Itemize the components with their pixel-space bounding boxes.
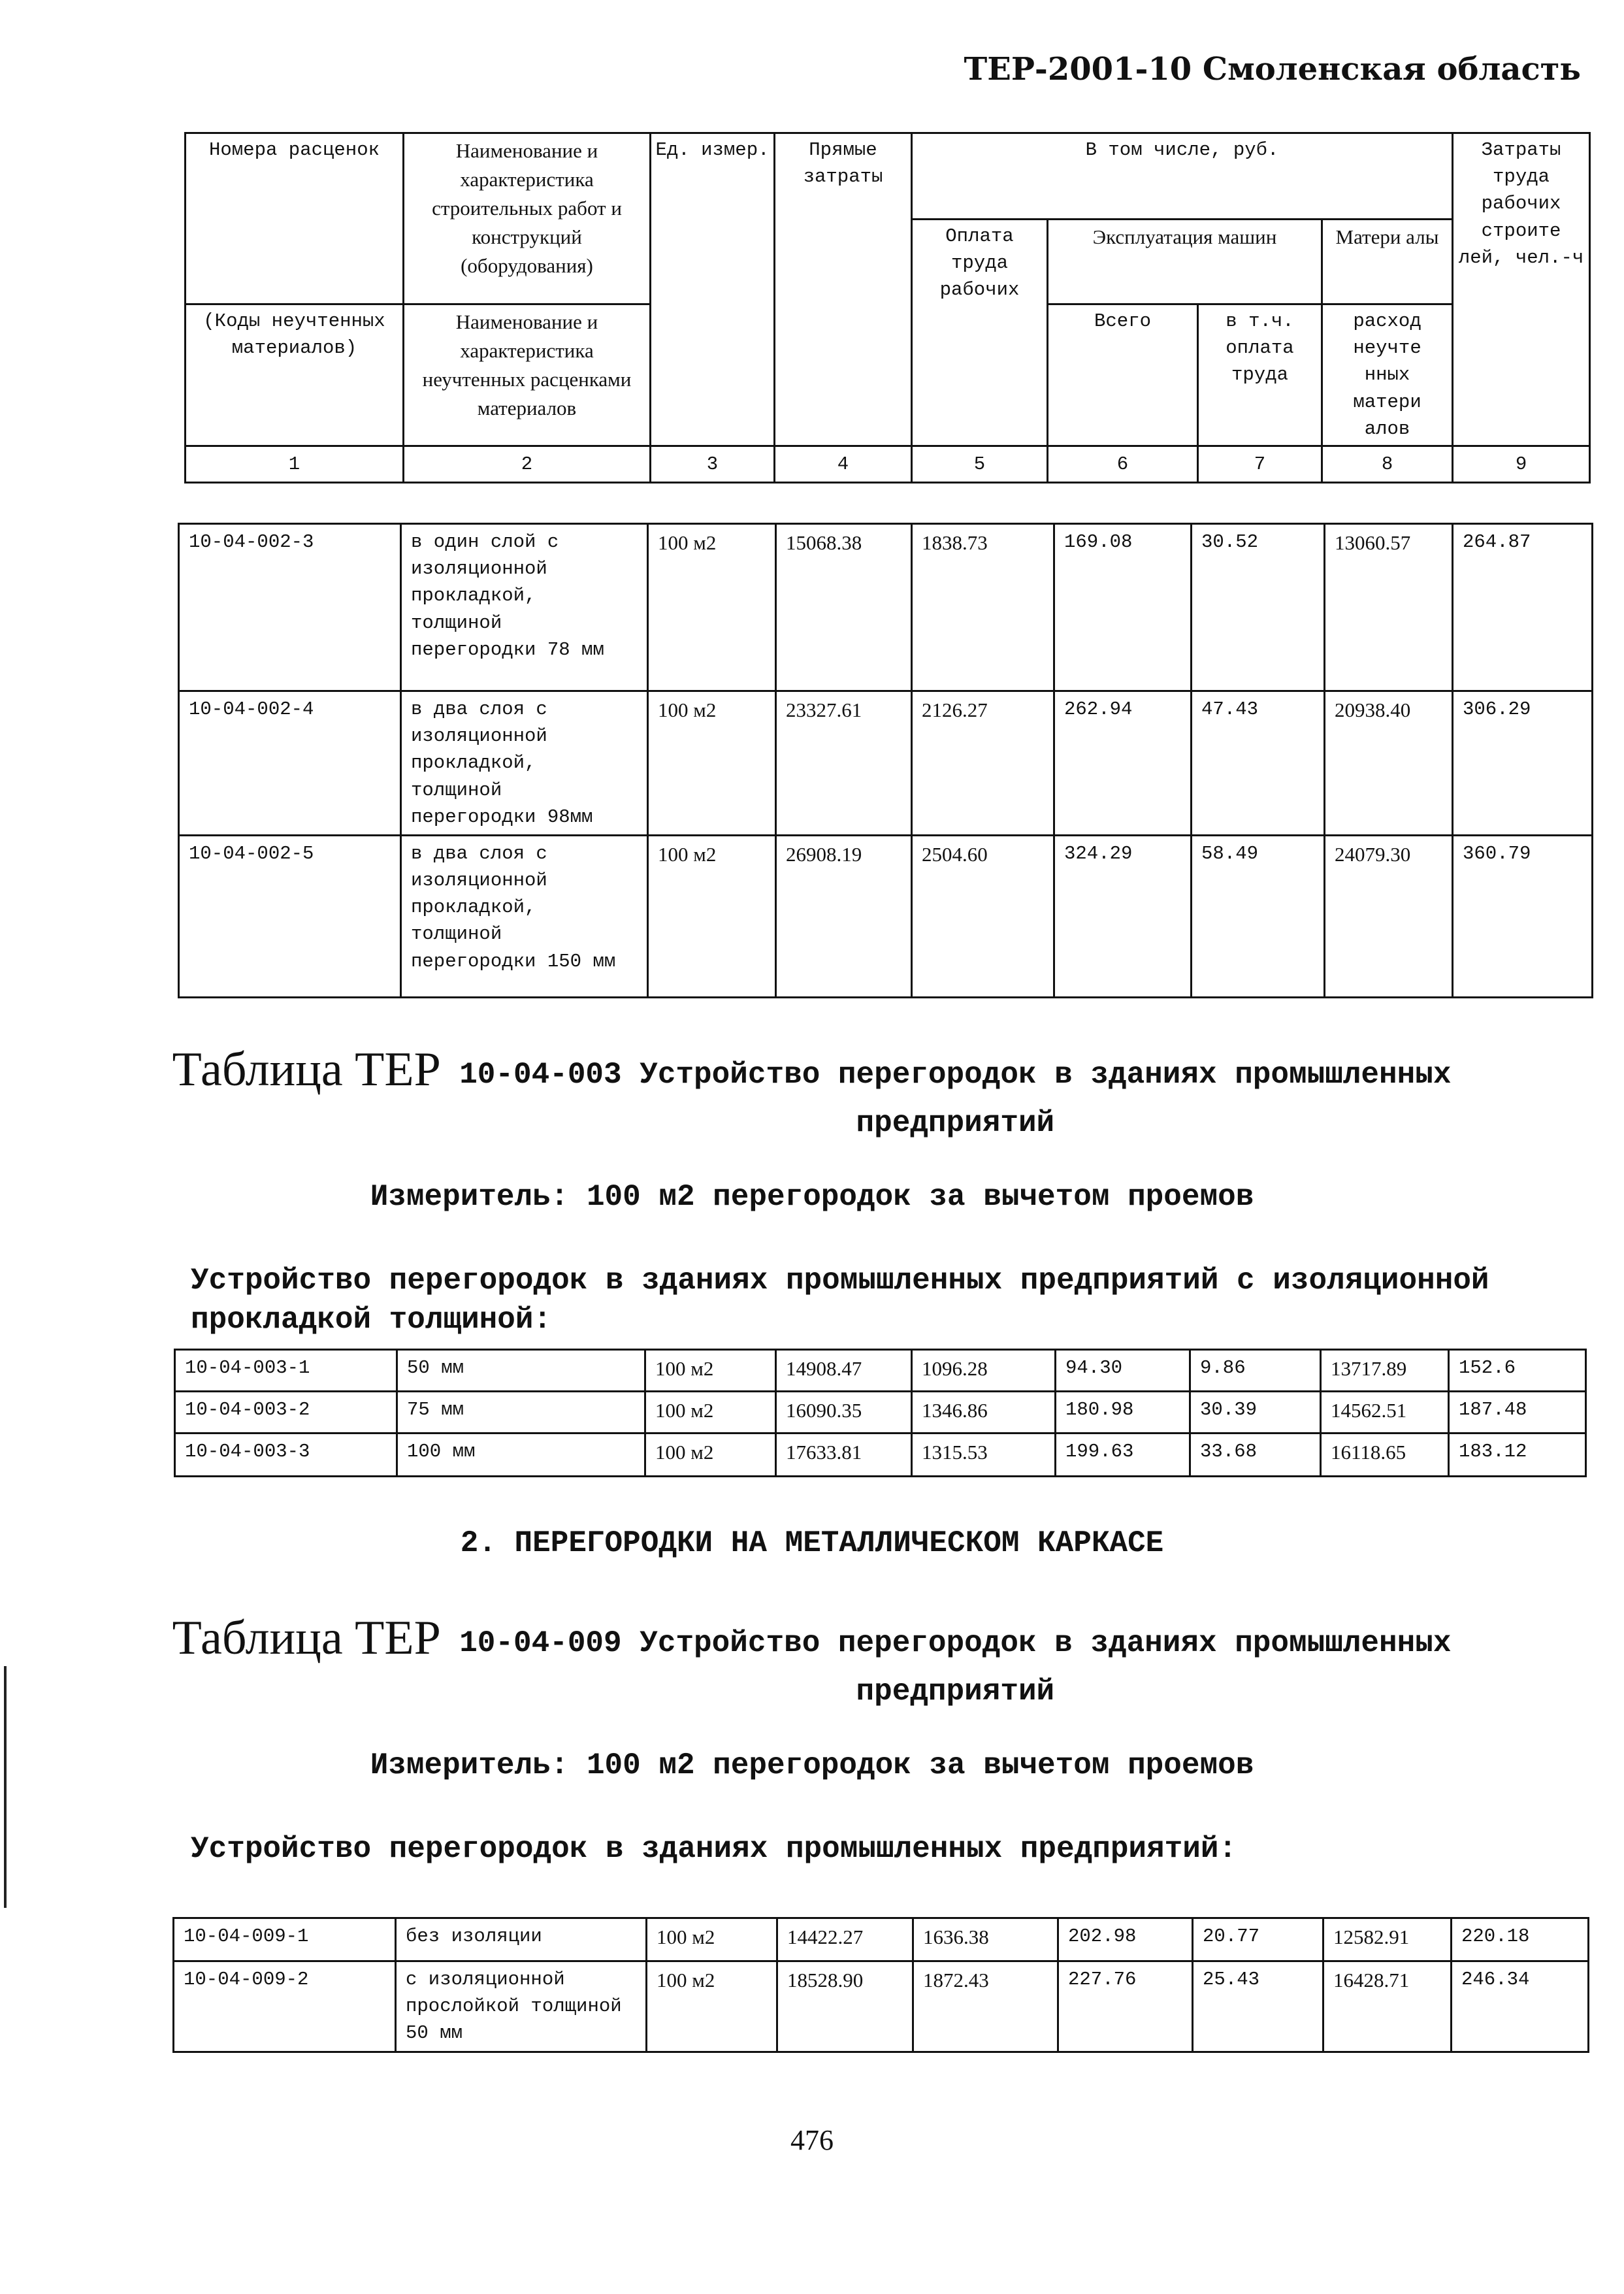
row-labor-hours: 183.12 <box>1449 1434 1586 1477</box>
row-labor-hours: 264.87 <box>1453 524 1593 691</box>
table-row <box>175 1392 1586 1434</box>
row-name: 75 мм <box>397 1392 645 1434</box>
header-col-machines-pay: в т.ч. оплата труда <box>1198 304 1322 446</box>
column-number: 2 <box>404 446 651 482</box>
row-direct: 14908.47 <box>776 1350 912 1392</box>
row-labor-hours: 360.79 <box>1453 835 1593 997</box>
header-col-codes: (Коды неучтенных материалов) <box>186 304 404 446</box>
table-009-subheading: Устройство перегородок в зданиях промышленных предприятий: <box>191 1832 1237 1866</box>
row-direct: 17633.81 <box>776 1434 912 1477</box>
running-header: ТЕР-2001-10 Смоленская область <box>964 51 1581 88</box>
row-machines: 324.29 <box>1054 835 1192 997</box>
table-row <box>174 1918 1589 1961</box>
row-machines: 169.08 <box>1054 524 1192 691</box>
row-unit: 100 м2 <box>648 835 776 997</box>
row-machines: 227.76 <box>1058 1961 1193 2052</box>
row-labor: 2504.60 <box>912 835 1054 997</box>
table-009-title <box>0 1611 1624 1716</box>
row-code: 10-04-009-2 <box>174 1961 396 2052</box>
header-col-labor-pay: Оплата труда рабочих <box>912 220 1048 446</box>
row-labor: 1346.86 <box>912 1392 1056 1434</box>
row-labor-hours: 187.48 <box>1449 1392 1586 1434</box>
table-009-title-prefix: Таблица ТЕР <box>172 1611 441 1665</box>
row-materials: 16118.65 <box>1321 1434 1449 1477</box>
row-direct: 23327.61 <box>776 691 912 836</box>
row-name: 100 мм <box>397 1434 645 1477</box>
row-machines-labor: 30.39 <box>1190 1392 1321 1434</box>
row-labor: 1872.43 <box>913 1961 1058 2052</box>
row-code: 10-04-003-3 <box>175 1434 397 1477</box>
row-unit: 100 м2 <box>645 1434 776 1477</box>
header-col-materials-usage: расход неучте нных матери алов <box>1322 304 1453 446</box>
row-materials: 13717.89 <box>1321 1350 1449 1392</box>
table-009-title-text: 10-04-009 Устройство перегородок в зданиях промышленных предприятий <box>459 1626 1452 1709</box>
row-code: 10-04-003-1 <box>175 1350 397 1392</box>
row-labor-hours: 220.18 <box>1452 1918 1589 1961</box>
table-009-meter: Измеритель: 100 м2 перегородок за вычетом проемов <box>370 1748 1254 1782</box>
row-direct: 16090.35 <box>776 1392 912 1434</box>
scan-margin-line <box>4 1666 7 1908</box>
header-col-labor-cost: Затраты труда рабочих строите лей, чел.-ч <box>1453 133 1590 446</box>
table-003-meter: Измеритель: 100 м2 перегородок за вычетом проемов <box>370 1180 1254 1214</box>
row-labor-hours: 246.34 <box>1452 1961 1589 2052</box>
column-number: 6 <box>1048 446 1198 482</box>
row-machines: 180.98 <box>1056 1392 1190 1434</box>
row-unit: 100 м2 <box>648 524 776 691</box>
row-labor: 1636.38 <box>913 1918 1058 1961</box>
table-row <box>175 1434 1586 1477</box>
row-materials: 20938.40 <box>1325 691 1453 836</box>
table-row <box>179 835 1593 997</box>
header-col-name-materials: Наименование и характеристика неучтенных расценками материалов <box>404 304 651 446</box>
row-code: 10-04-002-4 <box>179 691 401 836</box>
row-unit: 100 м2 <box>645 1392 776 1434</box>
row-direct: 18528.90 <box>777 1961 913 2052</box>
column-header-table <box>184 132 1591 483</box>
header-col-machines-total: Всего <box>1048 304 1198 446</box>
table-009 <box>172 1917 1589 2053</box>
row-machines: 262.94 <box>1054 691 1192 836</box>
header-col-direct: Прямые затраты <box>775 133 912 446</box>
row-direct: 14422.27 <box>777 1918 913 1961</box>
row-name: в два слоя с изоляционной прокладкой, толщиной перегородки 150 мм <box>401 835 648 997</box>
table-003-title <box>0 1045 1624 1147</box>
row-name: без изоляции <box>396 1918 647 1961</box>
row-machines-labor: 9.86 <box>1190 1350 1321 1392</box>
column-number: 4 <box>775 446 912 482</box>
row-machines: 199.63 <box>1056 1434 1190 1477</box>
row-direct: 15068.38 <box>776 524 912 691</box>
table-row <box>179 524 1593 691</box>
section-heading: 2. ПЕРЕГОРОДКИ НА МЕТАЛЛИЧЕСКОМ КАРКАСЕ <box>460 1526 1164 1560</box>
row-machines-labor: 20.77 <box>1193 1918 1324 1961</box>
header-col-name: Наименование и характеристика строительных работ и конструкций (оборудования) <box>404 133 651 304</box>
table-003 <box>174 1349 1587 1477</box>
row-unit: 100 м2 <box>645 1350 776 1392</box>
row-labor: 1315.53 <box>912 1434 1056 1477</box>
row-code: 10-04-009-1 <box>174 1918 396 1961</box>
header-col-number: Номера расценок <box>186 133 404 304</box>
row-machines-labor: 25.43 <box>1193 1961 1324 2052</box>
table-row <box>175 1350 1586 1392</box>
row-materials: 13060.57 <box>1325 524 1453 691</box>
row-machines-labor: 30.52 <box>1192 524 1325 691</box>
table-002-rows <box>178 523 1593 998</box>
table-row <box>179 691 1593 836</box>
row-machines: 202.98 <box>1058 1918 1193 1961</box>
row-materials: 24079.30 <box>1325 835 1453 997</box>
column-number: 1 <box>186 446 404 482</box>
table-row <box>174 1961 1589 2052</box>
row-labor: 1838.73 <box>912 524 1054 691</box>
row-direct: 26908.19 <box>776 835 912 997</box>
header-col-including: В том числе, руб. <box>912 133 1453 220</box>
row-labor: 2126.27 <box>912 691 1054 836</box>
row-labor: 1096.28 <box>912 1350 1056 1392</box>
row-machines-labor: 47.43 <box>1192 691 1325 836</box>
header-col-machines: Эксплуатация машин <box>1048 220 1322 304</box>
column-number: 7 <box>1198 446 1322 482</box>
row-machines: 94.30 <box>1056 1350 1190 1392</box>
row-name: 50 мм <box>397 1350 645 1392</box>
row-code: 10-04-002-3 <box>179 524 401 691</box>
header-col-unit: Ед. измер. <box>651 133 775 446</box>
column-number: 8 <box>1322 446 1453 482</box>
table-003-title-text: 10-04-003 Устройство перегородок в зданиях промышленных предприятий <box>459 1058 1452 1140</box>
row-materials: 14562.51 <box>1321 1392 1449 1434</box>
row-unit: 100 м2 <box>647 1961 777 2052</box>
row-code: 10-04-002-5 <box>179 835 401 997</box>
column-number: 5 <box>912 446 1048 482</box>
table-003-subheading: Устройство перегородок в зданиях промышленных предприятий с изоляционной прокладкой толщиной: <box>191 1264 1489 1337</box>
row-labor-hours: 152.6 <box>1449 1350 1586 1392</box>
row-materials: 16428.71 <box>1324 1961 1452 2052</box>
row-machines-labor: 33.68 <box>1190 1434 1321 1477</box>
row-unit: 100 м2 <box>647 1918 777 1961</box>
row-name: в один слой с изоляционной прокладкой, толщиной перегородки 78 мм <box>401 524 648 691</box>
table-003-title-prefix: Таблица ТЕР <box>172 1043 441 1096</box>
row-materials: 12582.91 <box>1324 1918 1452 1961</box>
row-unit: 100 м2 <box>648 691 776 836</box>
header-col-materials: Матери алы <box>1322 220 1453 304</box>
row-code: 10-04-003-2 <box>175 1392 397 1434</box>
row-name: с изоляционной прослойкой толщиной 50 мм <box>396 1961 647 2052</box>
row-name: в два слоя с изоляционной прокладкой, толщиной перегородки 98мм <box>401 691 648 836</box>
column-number: 9 <box>1453 446 1590 482</box>
column-number: 3 <box>651 446 775 482</box>
row-labor-hours: 306.29 <box>1453 691 1593 836</box>
page-number: 476 <box>790 2124 834 2156</box>
row-machines-labor: 58.49 <box>1192 835 1325 997</box>
